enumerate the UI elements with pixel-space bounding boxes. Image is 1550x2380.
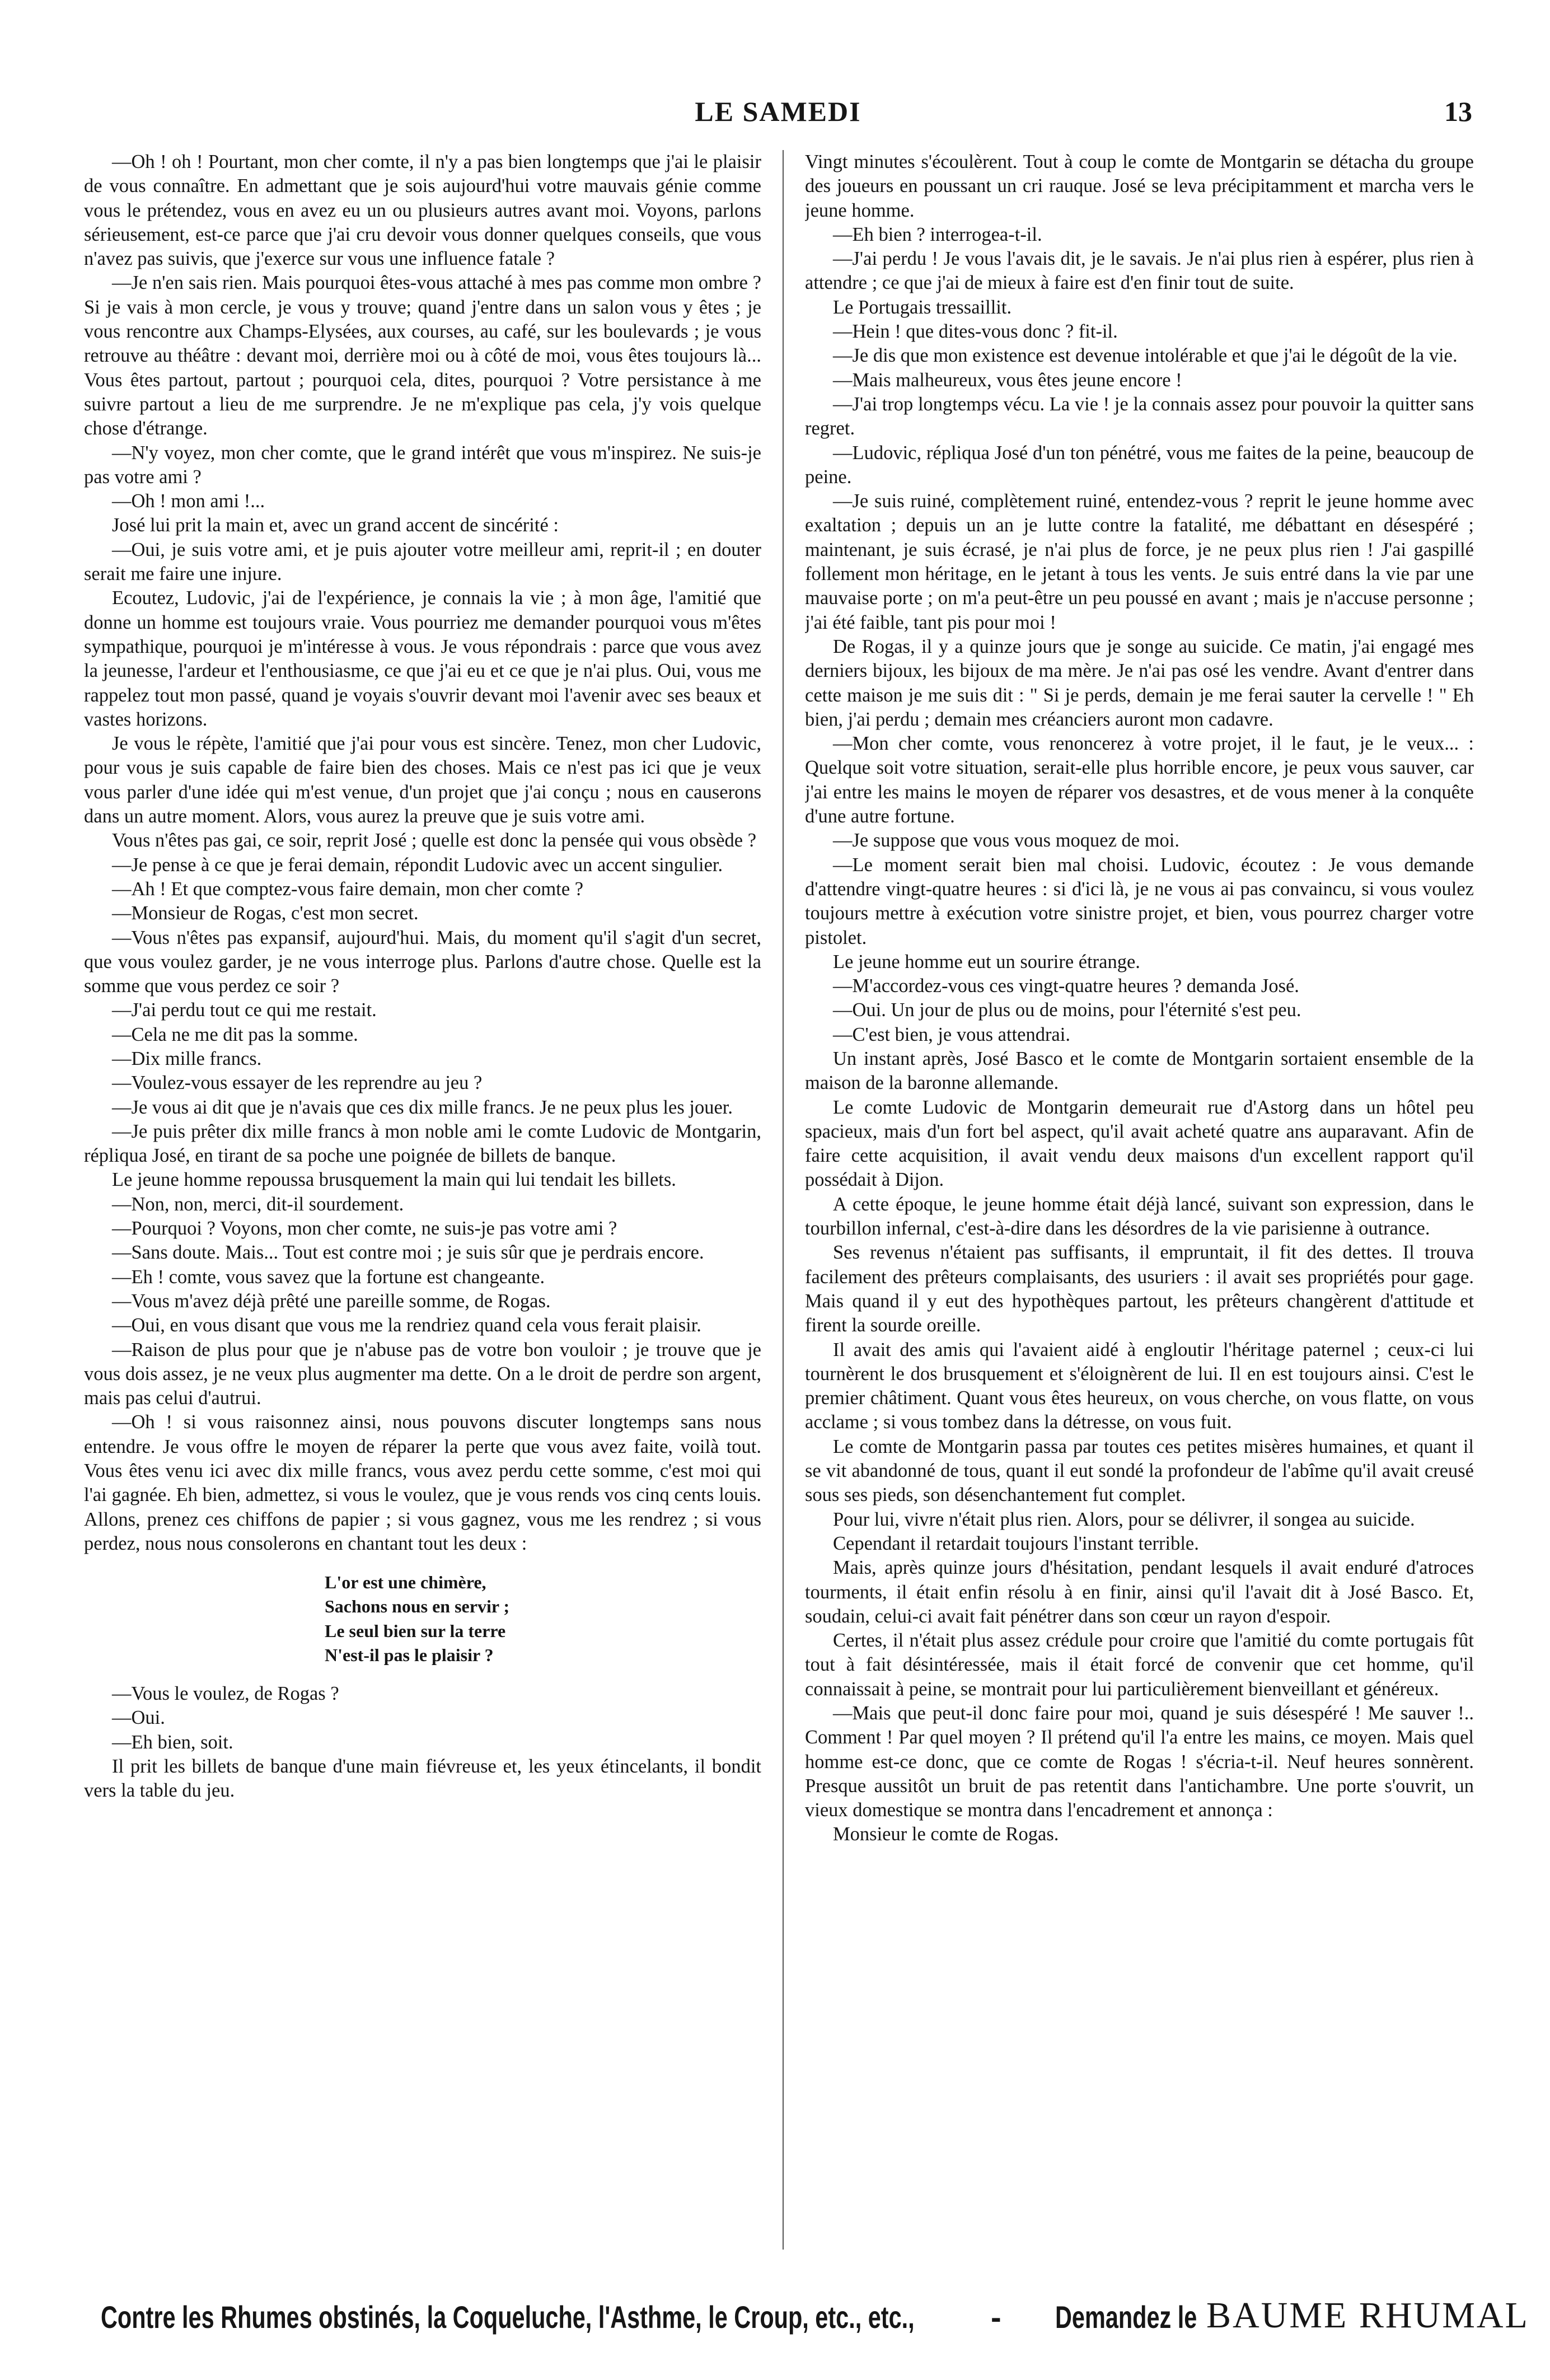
paragraph: —Oui. Un jour de plus ou de moins, pour l'éternité s'est peu. — [833, 999, 1301, 1021]
paragraph: —Je pense à ce que je ferai demain, répondit Ludovic avec un accent singulier. — [112, 854, 723, 876]
paragraph: —Oh ! mon ami !... — [112, 490, 265, 512]
paragraph: —Vous le voulez, de Rogas ? — [112, 1682, 339, 1704]
paragraph: —J'ai perdu ! Je vous l'avais dit, je le savais. Je n'ai plus rien à espérer, plus rien à attendre ; ce que j'ai de mieux à faire est d'en finir tout de suite. — [805, 248, 1474, 294]
paragraph: —Vous n'êtes pas expansif, aujourd'hui. Mais, du moment qu'il s'agit d'un secret, que vous voulez garder, je ne vous interroge plus. Parlons d'autre chose. Quelle est la somme que vous perdez ce soir ? — [84, 927, 761, 997]
paragraph: —Je n'en sais rien. Mais pourquoi êtes-vous attaché à mes pas comme mon ombre ? Si je vais à mon cercle, je vous y trouve; quand j'entre dans un salon vous y êtes ; je vous rencontre aux Champs-Elysées, aux courses, au café, sur les boulevards ; je vous retrouve au théâtre : devant moi, derrière moi ou à côté de moi, vous êtes toujours là... Vous êtes partout, partout ; pourquoi cela, dites, pourquoi ? Votre persistance à me suivre partout a lieu de me surprendre. Je ne m'explique pas cela, j'y vois quelque chose d'étrange. — [84, 272, 761, 439]
paragraph: Monsieur le comte de Rogas. — [833, 1823, 1059, 1845]
paragraph: —Eh bien, soit. — [112, 1731, 233, 1753]
paragraph: —Voulez-vous essayer de les reprendre au jeu ? — [112, 1072, 483, 1094]
paragraph: Je vous le répète, l'amitié que j'ai pour vous est sincère. Tenez, mon cher Ludovic, pour vous je suis capable de faire bien des choses. Mais ce n'est pas ici que je veux vous parler d'une idée qui m'est venue, d'un projet que j'ai conçu ; nous en causerons dans un autre moment. Alors, vous aurez la preuve que je suis votre ami. — [84, 733, 761, 827]
paragraph: —Sans doute. Mais... Tout est contre moi ; je suis sûr que je perdrais encore. — [112, 1242, 704, 1264]
verse-line: Le seul bien sur la terre — [325, 1620, 506, 1641]
paragraph: Pour lui, vivre n'était plus rien. Alors, pour se délivrer, il songea au suicide. — [833, 1508, 1415, 1530]
paragraph: —Raison de plus pour que je n'abuse pas de votre bon vouloir ; je trouve que je vous dois assez, je ne veux plus augmenter ma dette. On a le droit de perdre son argent, mais pas celui d'autrui. — [84, 1339, 761, 1409]
paragraph: —Ah ! Et que comptez-vous faire demain, mon cher comte ? — [112, 878, 584, 900]
paragraph: Le comte Ludovic de Montgarin demeurait rue d'Astorg dans un hôtel peu spacieux, mais d'un fort bel aspect, qu'il avait acheté quatre ans auparavant. Afin de faire cette acquisition, il avait vendu deux maisons d'un excellent rapport qu'il possédait à Dijon. — [805, 1096, 1474, 1191]
paragraph: —Eh ! comte, vous savez que la fortune est changeante. — [112, 1266, 545, 1288]
paragraph: —C'est bien, je vous attendrai. — [833, 1023, 1070, 1045]
paragraph: Le Portugais tressaillit. — [833, 296, 1012, 318]
paragraph: —Je suppose que vous vous moquez de moi. — [833, 830, 1180, 852]
left-column-text-after-verse — [84, 1682, 761, 1803]
paragraph: Le comte de Montgarin passa par toutes ces petites misères humaines, et quant il se vit abandonné de tous, quant il eut sondé la profondeur de l'abîme qu'il avait creusé sous ses pieds, son désenchantement fut complet. — [805, 1436, 1474, 1506]
paragraph: —Mais que peut-il donc faire pour moi, quand je suis désespéré ! Me sauver !.. Comment ! Par quel moyen ? Il prétend qu'il l'a entre les mains, ce moyen. Mais quel homme est-ce donc, que ce comte de Rogas ! s'écria-t-il. Neuf heures sonnèrent. Presque aussitôt un bruit de pas retentit dans l'antichambre. Une porte s'ouvrit, un vieux domestique se montra dans l'encadrement et annonça : — [805, 1703, 1474, 1821]
paragraph: —Pourquoi ? Voyons, mon cher comte, ne suis-je pas votre ami ? — [112, 1218, 617, 1240]
paragraph: Le jeune homme repoussa brusquement la main qui lui tendait les billets. — [112, 1169, 676, 1191]
paragraph: —Je dis que mon existence est devenue intolérable et que j'ai le dégoût de la vie. — [833, 345, 1458, 367]
paragraph: —Ludovic, répliqua José d'un ton pénétré, vous me faites de la peine, beaucoup de peine. — [805, 442, 1474, 488]
paragraph: Mais, après quinze jours d'hésitation, pendant lesquels il avait enduré d'atroces tourments, il était enfin résolu à en finir, ainsi qu'il l'avait dit à José Basco. Et, soudain, celui-ci avait fait pénétrer dans son cœur un rayon d'espoir. — [805, 1557, 1474, 1627]
verse-line: L'or est une chimère, — [325, 1572, 486, 1593]
paragraph: A cette époque, le jeune homme était déjà lancé, suivant son expression, dans le tourbillon infernal, c'est-à-dire dans les désordres de la vie parisienne à outrance. — [805, 1193, 1474, 1240]
paragraph: —Monsieur de Rogas, c'est mon secret. — [112, 903, 419, 924]
paragraph: Il avait des amis qui l'avaient aidé à engloutir l'héritage paternel ; ceux-ci lui tournèrent le dos brusquement et s'éloignèrent de lui. Il en est toujours ainsi. C'est le premier châtiment. Quant vous êtes heureux, on vous cherche, on vous flatte, on vous acclame ; si vous tombez dans la détresse, on vous fuit. — [805, 1339, 1474, 1433]
page-number: 13 — [1444, 96, 1472, 127]
paragraph: —J'ai perdu tout ce qui me restait. — [112, 999, 377, 1021]
paragraph: —Oui, je suis votre ami, et je puis ajouter votre meilleur ami, reprit-il ; en douter serait me faire une injure. — [84, 539, 761, 585]
ad-separator: - — [991, 2299, 1001, 2335]
paragraph: José lui prit la main et, avec un grand accent de sincérité : — [112, 515, 559, 536]
paragraph: —Oh ! si vous raisonnez ainsi, nous pouvons discuter longtemps sans nous entendre. Je vous offre le moyen de réparer la perte que vous avez faite, voilà tout. Vous êtes venu ici avec dix mille francs, vous avez perdu cette somme, c'est moi qui l'ai gagnée. Eh bien, admettez, si vous le voulez, que je vous rends vos cinq cents louis. Allons, prenez ces chiffons de papier ; si vous gagnez, vous me les rendrez ; si vous perdez, nous nous consolerons en chantant tout les deux : — [84, 1411, 761, 1554]
paragraph: —Eh bien ? interrogea-t-il. — [833, 223, 1042, 245]
paragraph: —M'accordez-vous ces vingt-quatre heures ? demanda José. — [833, 975, 1299, 997]
paragraph: Ses revenus n'étaient pas suffisants, il empruntait, il fit des dettes. Il trouva facilement des prêteurs complaisants, des usuriers : il avait ses propriétés pour gage. Mais quand il y eut des hypothèques partout, les prêteurs changèrent d'attitude et firent la sourde oreille. — [805, 1242, 1474, 1336]
paragraph: —N'y voyez, mon cher comte, que le grand intérêt que vous m'inspirez. Ne suis-je pas votre ami ? — [84, 442, 761, 488]
ad-text-ask-for: Demandez le — [1055, 2299, 1197, 2335]
left-column-text — [84, 150, 761, 1556]
verse-line: N'est-il pas le plaisir ? — [325, 1644, 494, 1665]
paragraph: —Dix mille francs. — [112, 1048, 262, 1069]
paragraph: —Je suis ruiné, complètement ruiné, entendez-vous ? reprit le jeune homme avec exaltation ; depuis un an je lutte contre la fatalité, me débattant en désespéré ; maintenant, je suis écrasé, je n'ai plus de force, je ne peux plus rien ! J'ai gaspillé follement mon héritage, en le jetant à tous les vents. Je suis entré dans la vie par une mauvaise porte ; on m'a peut-être un peu poussé en avant ; mais je n'accuse personne ; j'ai été faible, tant pis pour moi ! — [805, 490, 1474, 633]
paragraph: Vingt minutes s'écoulèrent. Tout à coup le comte de Montgarin se détacha du groupe des joueurs en poussant un cri rauque. José se leva précipitamment et marcha vers le jeune homme. — [805, 151, 1474, 221]
paragraph: —Cela ne me dit pas la somme. — [112, 1023, 358, 1045]
paragraph: —Le moment serait bien mal choisi. Ludovic, écoutez : Je vous demande d'attendre vingt-quatre heures : si d'ici là, je ne vous ai pas convaincu, si vous voulez toujours mettre à exécution votre sinistre projet, et bien, vous pourrez charger votre pistolet. — [805, 854, 1474, 948]
paragraph: Cependant il retardait toujours l'instant terrible. — [833, 1532, 1199, 1554]
advertisement-banner — [84, 2290, 1529, 2351]
paragraph: —Je puis prêter dix mille francs à mon noble ami le comte Ludovic de Montgarin, répliqua José, en tirant de sa poche une poignée de billets de banque. — [84, 1120, 761, 1167]
paragraph: —J'ai trop longtemps vécu. La vie ! je la connais assez pour pouvoir la quitter sans regret. — [805, 393, 1474, 439]
song-verse — [325, 1570, 761, 1667]
paragraph: —Oh ! oh ! Pourtant, mon cher comte, il n'y a pas bien longtemps que j'ai le plaisir de vous connaître. En admettant que je sois aujourd'hui votre mauvais génie comme vous le prétendez, vous en avez eu un ou plusieurs autres avant moi. Voyons, parlons sérieusement, est-ce parce que j'ai cru devoir vous donner quelques conseils, que vous n'avez pas suivis, que j'exerce sur vous une influence fatale ? — [84, 151, 761, 270]
paragraph: De Rogas, il y a quinze jours que je songe au suicide. Ce matin, j'ai engagé mes derniers bijoux, les bijoux de ma mère. Je n'ai pas osé les vendre. Avant d'entrer dans cette maison je me suis dit : " Si je perds, demain je me ferai sauter la cervelle ! " Eh bien, j'ai perdu ; demain mes créanciers auront mon cadavre. — [805, 635, 1474, 730]
paragraph: —Mon cher comte, vous renoncerez à votre projet, il le faut, je le veux... : Quelque soit votre situation, serait-elle plus horrible encore, je peux vous sauver, car j'ai entre les mains le moyen de réparer vos desastres, et de vous mener à la conquête d'une autre fortune. — [805, 733, 1474, 827]
running-title: LE SAMEDI — [695, 96, 861, 127]
ad-brand-name: BAUME RHUMAL — [1206, 2295, 1529, 2336]
paragraph: Un instant après, José Basco et le comte de Montgarin sortaient ensemble de la maison de la baronne allemande. — [805, 1048, 1474, 1094]
paragraph: Ecoutez, Ludovic, j'ai de l'expérience, je connais la vie ; à mon âge, l'amitié que donne un homme est toujours vraie. Vous pourriez me demander pourquoi vous m'êtes sympathique, pourquoi je m'intéresse à vous. Je vous répondrais : parce que vous avez la jeunesse, l'ardeur et l'enthousiasme, ce que j'ai eu et ce que je n'ai plus. Oui, vous me rappelez tout mon passé, quand je voyais s'ouvrir devant moi l'avenir avec ses beaux et vastes horizons. — [84, 587, 761, 730]
verse-line: Sachons nous en servir ; — [325, 1596, 510, 1617]
ad-text-remedies: Contre les Rhumes obstinés, la Coqueluche, l'Asthme, le Croup, etc., etc., — [101, 2299, 915, 2335]
paragraph: —Je vous ai dit que je n'avais que ces dix mille francs. Je ne peux plus les jouer. — [112, 1096, 733, 1118]
paragraph: Vous n'êtes pas gai, ce soir, reprit José ; quelle est donc la pensée qui vous obsède ? — [112, 830, 757, 852]
paragraph: —Oui, en vous disant que vous me la rendriez quand cela vous ferait plaisir. — [112, 1315, 701, 1336]
paragraph: Il prit les billets de banque d'une main fiévreuse et, les yeux étincelants, il bondit vers la table du jeu. — [84, 1755, 761, 1802]
paragraph: —Vous m'avez déjà prêté une pareille somme, de Rogas. — [112, 1290, 551, 1312]
paragraph: Certes, il n'était plus assez crédule pour croire que l'amitié du comte portugais fût tout à fait désintéressée, mais il était forcé de convenir que cet homme, qu'il connaissait à peine, se montrait pour lui particulièrement bienveillant et généreux. — [805, 1630, 1474, 1700]
paragraph: —Oui. — [112, 1707, 165, 1729]
paragraph: —Mais malheureux, vous êtes jeune encore ! — [833, 369, 1182, 391]
paragraph: —Hein ! que dites-vous donc ? fit-il. — [833, 321, 1118, 343]
left-column — [84, 150, 761, 2261]
paragraph: —Non, non, merci, dit-il sourdement. — [112, 1193, 404, 1215]
right-column-text — [805, 150, 1474, 1847]
right-column — [805, 150, 1474, 2261]
paragraph: Le jeune homme eut un sourire étrange. — [833, 951, 1140, 972]
page-header — [84, 95, 1472, 140]
column-divider — [783, 150, 784, 2250]
